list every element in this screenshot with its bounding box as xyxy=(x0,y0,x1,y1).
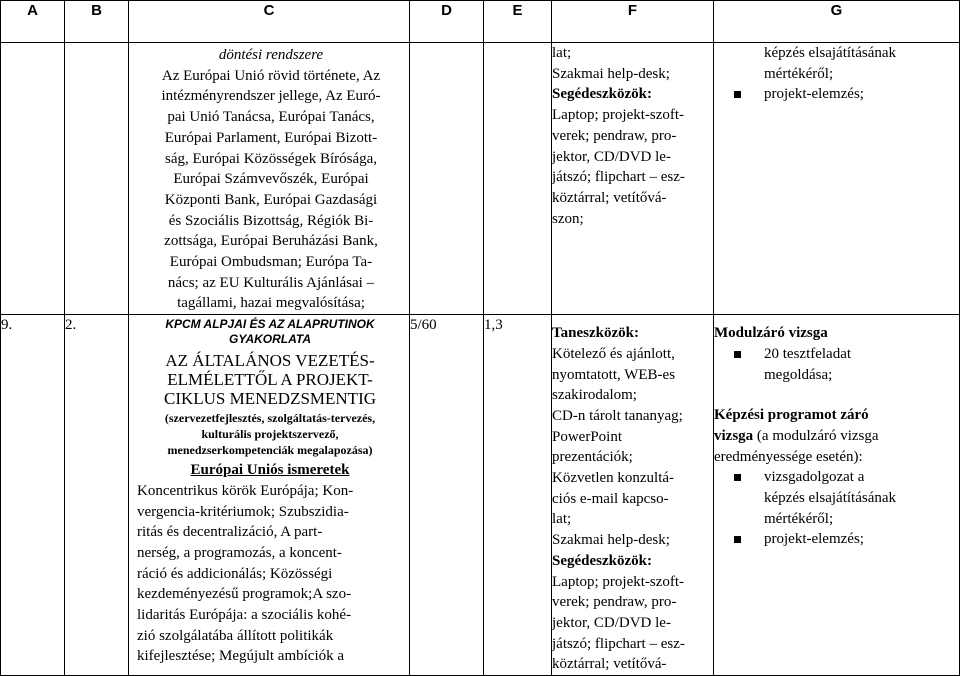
list-item xyxy=(714,84,959,105)
cell-e xyxy=(484,43,552,315)
assessment-line: mértékéről; xyxy=(764,65,834,82)
assessment-heading: Modulzáró vizsga xyxy=(714,325,828,342)
section-body-line: zió szolgálatába állított politikák xyxy=(137,627,334,644)
tools-line: köztárral; vetítővá- xyxy=(552,189,667,206)
content-line: Az Európai Unió rövid története, Az xyxy=(161,67,381,84)
cell-f-tools xyxy=(552,43,714,315)
tools-line: nyomtatott, WEB-es xyxy=(552,366,676,383)
cell-g-assessment xyxy=(714,315,960,676)
tools-line: Kötelező és ajánlott, xyxy=(552,345,675,362)
tools-line: Laptop; projekt-szoft- xyxy=(552,573,685,590)
list-item-text: megoldása; xyxy=(764,366,833,383)
tools-line: jektor, CD/DVD le- xyxy=(552,148,671,165)
section-body-line: nerség, a programozás, a koncent- xyxy=(137,544,342,561)
tools-heading: Segédeszközök: xyxy=(552,86,652,103)
list-item-text: projekt-elemzés; xyxy=(764,531,864,548)
tools-line: Szakmai help-desk; xyxy=(552,65,670,82)
tools-line: prezentációk; xyxy=(552,449,633,466)
module-heading xyxy=(137,351,403,408)
module-subtitle xyxy=(137,410,403,458)
tools-line: lat; xyxy=(552,45,572,61)
assessment-heading: Képzési programot záró xyxy=(714,407,869,424)
section-body-line: lidaritás Európája: a szociális kohé- xyxy=(137,607,352,624)
cell-a-number: 9. xyxy=(1,315,65,676)
square-bullet-icon xyxy=(734,351,741,358)
module-subtitle-line: kulturális projektszervező, xyxy=(201,427,339,442)
tools-line: CD-n tárolt tananyag; xyxy=(552,407,683,424)
assessment-list xyxy=(714,467,959,550)
cell-f-tools xyxy=(552,315,714,676)
column-header-c: C xyxy=(129,1,410,43)
section-title-text: Európai Uniós ismeretek xyxy=(190,462,350,479)
tools-line: verek; pendraw, pro- xyxy=(552,127,677,144)
spacer xyxy=(714,385,959,405)
content-line: zottsága, Európai Beruházási Bank, xyxy=(164,233,378,250)
list-item-text: 20 tesztfeladat xyxy=(764,345,852,362)
cell-d-hours: 5/60 xyxy=(410,315,484,676)
content-line: Európai Ombudsman; Európa Ta- xyxy=(169,254,373,271)
tools-line: verek; pendraw, pro- xyxy=(552,594,677,611)
column-header-b: B xyxy=(65,1,129,43)
tools-heading: Segédeszközök: xyxy=(552,552,652,569)
list-item xyxy=(714,529,959,550)
tools-line: Szakmai help-desk; xyxy=(552,532,670,549)
content-line: döntési rendszere xyxy=(218,47,324,63)
section-body-line: vergencia-kritériumok; Szubszidia- xyxy=(137,503,349,520)
content-line: nács; az EU Kulturális Ajánlásai – xyxy=(167,274,375,291)
column-header-d: D xyxy=(410,1,484,43)
content-line: és Szociális Bizottság, Régiók Bi- xyxy=(168,212,374,229)
column-header-a: A xyxy=(1,1,65,43)
tools-line: jektor, CD/DVD le- xyxy=(552,614,671,631)
cell-b xyxy=(65,43,129,315)
tools-line: köztárral; vetítővá- xyxy=(552,656,667,673)
content-line: tagállami, hazai megvalósítása; xyxy=(177,295,365,312)
assessment-line: képzés elsajátításának xyxy=(764,45,897,61)
tools-line: játszó; flipchart – esz- xyxy=(552,635,685,652)
assessment-list xyxy=(714,84,959,105)
module-title xyxy=(137,317,403,347)
column-header-e: E xyxy=(484,1,552,43)
cell-g-assessment xyxy=(714,43,960,315)
content-text xyxy=(137,45,405,314)
square-bullet-icon xyxy=(734,474,741,481)
module-heading-line: ELMÉLETTŐL A PROJEKT- xyxy=(167,370,373,390)
section-title xyxy=(137,460,403,481)
assessment-line: eredményessége esetén): xyxy=(714,448,863,465)
header-row xyxy=(1,1,960,43)
tools-line: ciós e-mail kapcso- xyxy=(552,490,669,507)
list-item xyxy=(714,344,959,385)
column-header-f: F xyxy=(552,1,714,43)
section-body-line: kifejlesztése; Megújult ambíciók a xyxy=(137,648,345,665)
content-line: Európai Parlament, Európai Bizott- xyxy=(164,129,378,146)
assessment-list xyxy=(714,344,959,385)
column-header-g: G xyxy=(714,1,960,43)
assessment-text-part: (a modulzáró vizsga xyxy=(753,427,879,444)
cell-a xyxy=(1,43,65,315)
tools-line: PowerPoint xyxy=(552,428,623,445)
list-item xyxy=(714,467,959,529)
tools-line: játszó; flipchart – esz- xyxy=(552,169,685,186)
content-line: pai Unió Tanácsa, Európai Tanács, xyxy=(167,109,375,126)
content-line: intézményrendszer jellege, Az Euró- xyxy=(161,88,381,105)
table-row xyxy=(1,43,960,315)
cell-d xyxy=(410,43,484,315)
module-heading-line: CIKLUS MENEDZSMENTIG xyxy=(163,389,377,409)
section-body-line: ritás és decentralizáció, A part- xyxy=(137,524,323,541)
content-line: Központi Bank, Európai Gazdasági xyxy=(164,191,378,208)
section-body xyxy=(137,481,403,667)
list-item-text: képzés elsajátításának xyxy=(764,490,897,507)
module-heading-line: AZ ÁLTALÁNOS VEZETÉS- xyxy=(165,351,375,371)
tools-line: lat; xyxy=(552,511,572,528)
cell-c-content xyxy=(129,43,410,315)
cell-c-content xyxy=(129,315,410,676)
module-subtitle-line: menedzserkompetenciák megalapozása) xyxy=(167,443,373,458)
cell-e-credits: 1,3 xyxy=(484,315,552,676)
content-line: ság, Európai Közösségek Bírósága, xyxy=(164,150,378,167)
section-body-line: ráció és addicionálás; Közösségi xyxy=(137,565,333,582)
module-subtitle-line: (szervezetfejlesztés, szolgáltatás-tervezés, xyxy=(164,411,376,426)
tools-line: Közvetlen konzultá- xyxy=(552,470,675,487)
list-item-text: projekt-elemzés; xyxy=(764,86,864,103)
tools-line: szakirodalom; xyxy=(552,387,637,404)
list-item-text: vizsgadolgozat a xyxy=(764,469,865,486)
section-body-line: kezdeményezésű programok;A szo- xyxy=(137,586,352,603)
assessment-line xyxy=(714,426,959,447)
tools-heading: Taneszközök: xyxy=(552,325,639,342)
module-title-line: KPCM ALPJAI ÉS AZ ALAPRUTINOK xyxy=(165,317,375,332)
tools-line: szon; xyxy=(552,210,584,227)
cell-b-number: 2. xyxy=(65,315,129,676)
module-title-line: GYAKORLATA xyxy=(229,332,311,347)
assessment-heading-part: vizsga xyxy=(714,427,754,444)
list-item-text: mértékéről; xyxy=(764,510,834,527)
tools-line: Laptop; projekt-szoft- xyxy=(552,107,685,124)
square-bullet-icon xyxy=(734,536,741,543)
section-body-line: Koncentrikus körök Európája; Kon- xyxy=(137,482,354,499)
content-line: Európai Számvevőszék, Európai xyxy=(173,171,369,188)
square-bullet-icon xyxy=(734,91,741,98)
table-row xyxy=(1,315,960,676)
